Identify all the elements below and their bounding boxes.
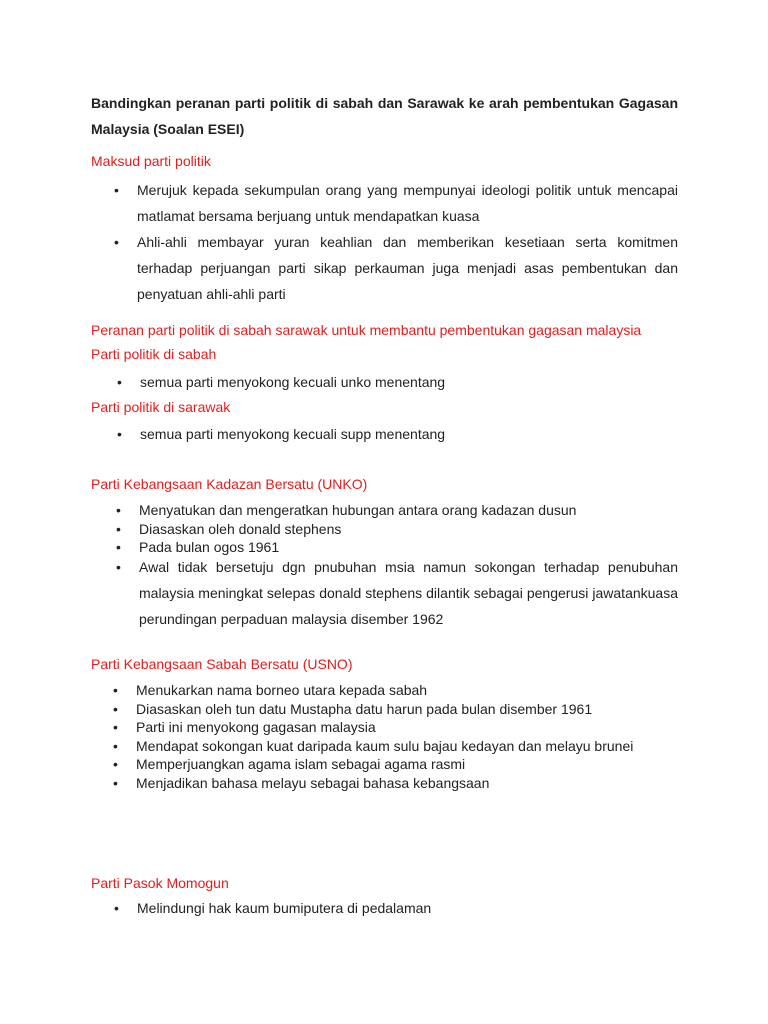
- bullet-icon: •: [114, 900, 119, 916]
- bullet-icon: •: [117, 374, 122, 390]
- list-item: [113, 681, 678, 700]
- bullet-icon: •: [117, 426, 122, 442]
- list-item: [116, 520, 678, 539]
- list-item-text: Pada bulan ogos 1961: [139, 539, 280, 555]
- list-item-text: Ahli-ahli membayar yuran keahlian dan memberikan kesetiaan serta komitmen terhadap perjuangan parti sikap perkauman juga menjadi asas pembentukan dan penyatuan ahli-ahli parti: [137, 234, 678, 302]
- list-item-text: Menukarkan nama borneo utara kepada sabah: [136, 682, 428, 698]
- list-item: [113, 737, 678, 756]
- bullet-icon: •: [113, 756, 118, 772]
- list-item-text: semua parti menyokong kecuali supp menentang: [140, 426, 446, 442]
- list-item-text: Mendapat sokongan kuat daripada kaum sulu bajau kedayan dan melayu brunei: [136, 737, 634, 754]
- list-pasok: [114, 899, 678, 918]
- heading-parti-politik-sarawak: Parti politik di sarawak: [91, 399, 231, 415]
- heading-usno: Parti Kebangsaan Sabah Bersatu (USNO): [91, 656, 353, 672]
- heading-maksud-parti-politik: Maksud parti politik: [91, 153, 211, 169]
- document-title: Bandingkan peranan parti politik di sabah dan Sarawak ke arah pembentukan Gagasan Malaysia (Soalan ESEI): [91, 95, 678, 137]
- list-item: [113, 718, 678, 737]
- list-item-text: Merujuk kepada sekumpulan orang yang mempunyai ideologi politik untuk mencapai matlamat bersama berjuang untuk mendapatkan kuasa: [137, 182, 678, 224]
- list-item: [116, 554, 678, 632]
- list-item-text: semua parti menyokong kecuali unko menentang: [140, 374, 446, 390]
- bullet-icon: •: [113, 719, 118, 735]
- list-usno: [113, 681, 678, 792]
- list-maksud: [114, 177, 678, 307]
- list-item: [113, 700, 678, 719]
- heading-unko: Parti Kebangsaan Kadazan Bersatu (UNKO): [91, 476, 368, 492]
- bullet-icon: •: [113, 774, 118, 791]
- list-sarawak: [117, 421, 680, 447]
- list-item-text: Parti ini menyokong gagasan malaysia: [136, 719, 376, 735]
- bullet-icon: •: [113, 682, 118, 698]
- heading-peranan-parti-politik: Peranan parti politik di sabah sarawak untuk membantu pembentukan gagasan malaysia: [91, 322, 642, 338]
- list-item: [117, 421, 680, 447]
- list-item: [113, 755, 678, 774]
- bullet-icon: •: [116, 520, 121, 537]
- heading-pasok-momogun: Parti Pasok Momogun: [91, 875, 229, 891]
- bullet-icon: •: [116, 502, 121, 518]
- list-item: [114, 899, 678, 918]
- heading-parti-politik-sabah: Parti politik di sabah: [91, 346, 217, 362]
- bullet-icon: •: [114, 182, 119, 198]
- bullet-icon: •: [114, 234, 119, 250]
- list-item-text: Menyatukan dan mengeratkan hubungan antara orang kadazan dusun: [139, 502, 577, 518]
- list-item-text: Melindungi hak kaum bumiputera di pedalaman: [137, 900, 432, 916]
- bullet-icon: •: [116, 539, 121, 555]
- list-item-text: Menjadikan bahasa melayu sebagai bahasa kebangsaan: [136, 774, 490, 791]
- bullet-icon: •: [116, 558, 121, 575]
- list-item-text: Memperjuangkan agama islam sebagai agama rasmi: [136, 756, 466, 772]
- list-item: [114, 229, 678, 307]
- list-item: [114, 177, 678, 229]
- bullet-icon: •: [113, 737, 118, 754]
- list-item: [117, 369, 680, 395]
- list-item-text: Diasaskan oleh tun datu Mustapha datu harun pada bulan disember 1961: [136, 700, 593, 717]
- list-item-text: Awal tidak bersetuju dgn pnubuhan msia namun sokongan terhadap penubuhan malaysia meningkat selepas donald stephens dilantik sebagai pengerusi jawatankuasa perundingan perpaduan malaysia disember 1962: [139, 558, 678, 627]
- list-item: [116, 501, 678, 520]
- list-unko: [116, 501, 678, 632]
- list-item: [113, 774, 678, 793]
- list-sabah: [117, 369, 680, 395]
- list-item-text: Diasaskan oleh donald stephens: [139, 520, 342, 537]
- bullet-icon: •: [113, 700, 118, 717]
